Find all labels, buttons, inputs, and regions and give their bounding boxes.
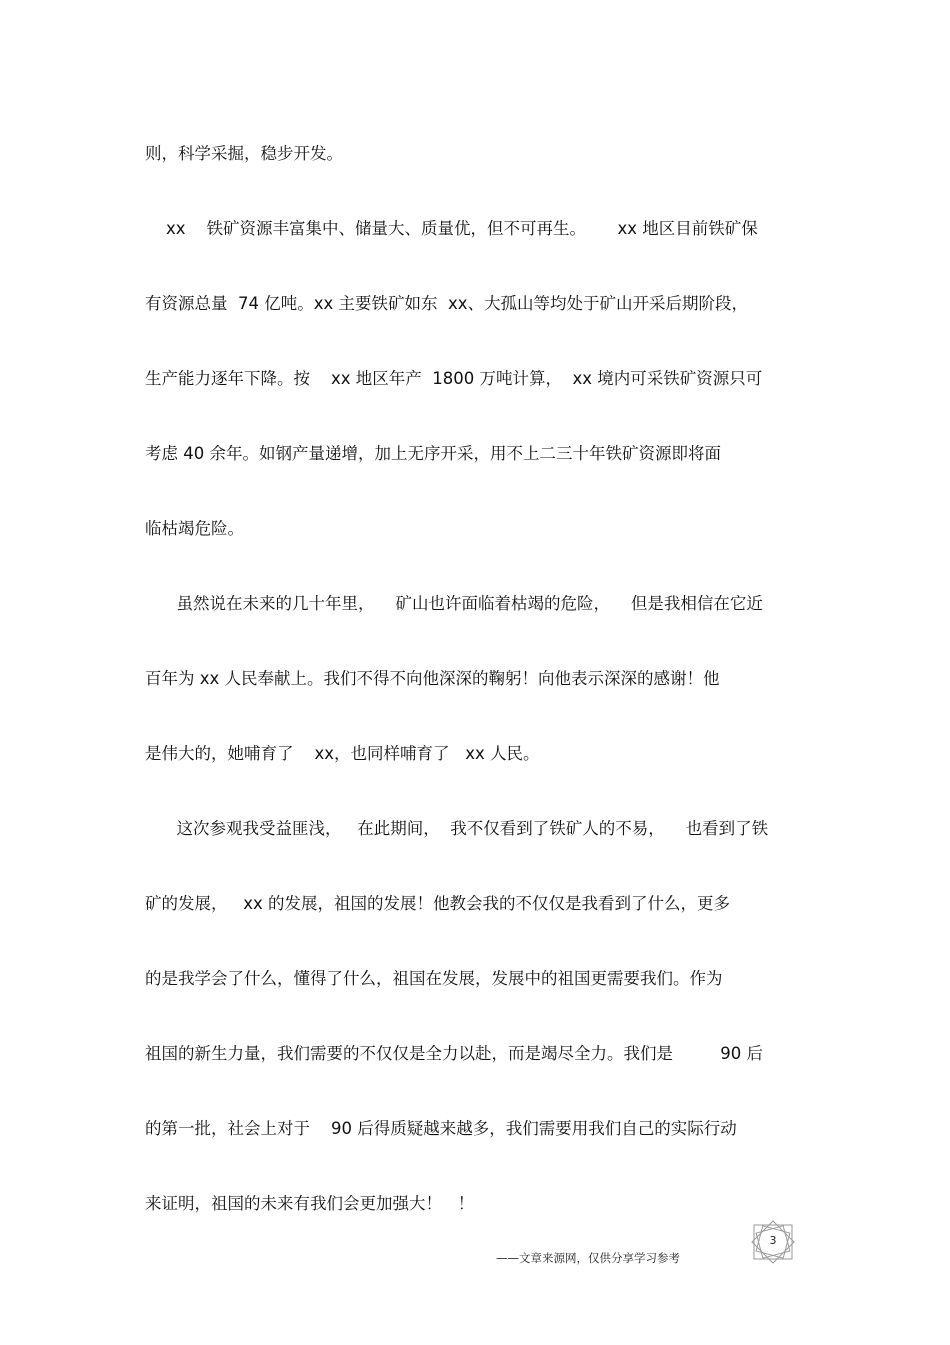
- paragraph-line: 来证明，祖国的未来有我们会更加强大！ ！: [145, 1194, 475, 1213]
- paragraph-line: 这次参观我受益匪浅， 在此期间， 我不仅看到了铁矿人的不易， 也看到了铁: [145, 819, 769, 838]
- paragraph-line: 考虑 40 余年。如钢产量递增，加上无序开采，用不上二三十年铁矿资源即将面: [145, 444, 721, 463]
- paragraph-line: xx 铁矿资源丰富集中、储量大、质量优，但不可再生。 xx 地区目前铁矿保: [145, 219, 758, 238]
- page-number-badge: [748, 1220, 798, 1264]
- paragraph-line: 百年为 xx 人民奉献上。我们不得不向他深深的鞠躬！向他表示深深的感谢！他: [145, 669, 720, 688]
- page-number: 3: [769, 1234, 777, 1247]
- footer-source-note: ——文章来源网，仅供分享学习参考: [496, 1251, 680, 1265]
- paragraph-line: 祖国的新生力量，我们需要的不仅仅是全力以赴，而是竭尽全力。我们是 90 后: [145, 1044, 763, 1063]
- paragraph-line: 生产能力逐年下降。按 xx 地区年产 1800 万吨计算， xx 境内可采铁矿资源只可: [145, 369, 763, 388]
- paragraph-line: 的是我学会了什么，懂得了什么，祖国在发展，发展中的祖国更需要我们。作为: [145, 969, 723, 988]
- paragraph-line: 临枯竭危险。: [145, 519, 244, 538]
- paragraph-line: 有资源总量 74 亿吨。xx 主要铁矿如东 xx、大孤山等均处于矿山开采后期阶段，: [145, 294, 749, 313]
- paragraph-line: 是伟大的，她哺育了 xx，也同样哺育了 xx 人民。: [145, 744, 540, 763]
- paragraph-line: 则，科学采掘，稳步开发。: [145, 144, 343, 163]
- paragraph-line: 的第一批，社会上对于 90 后得质疑越来越多，我们需要用我们自己的实际行动: [145, 1119, 737, 1138]
- paragraph-line: 矿的发展， xx 的发展，祖国的发展！他教会我的不仅仅是我看到了什么，更多: [145, 894, 731, 913]
- paragraph-line: 虽然说在未来的几十年里， 矿山也许面临着枯竭的危险， 但是我相信在它近: [145, 594, 763, 613]
